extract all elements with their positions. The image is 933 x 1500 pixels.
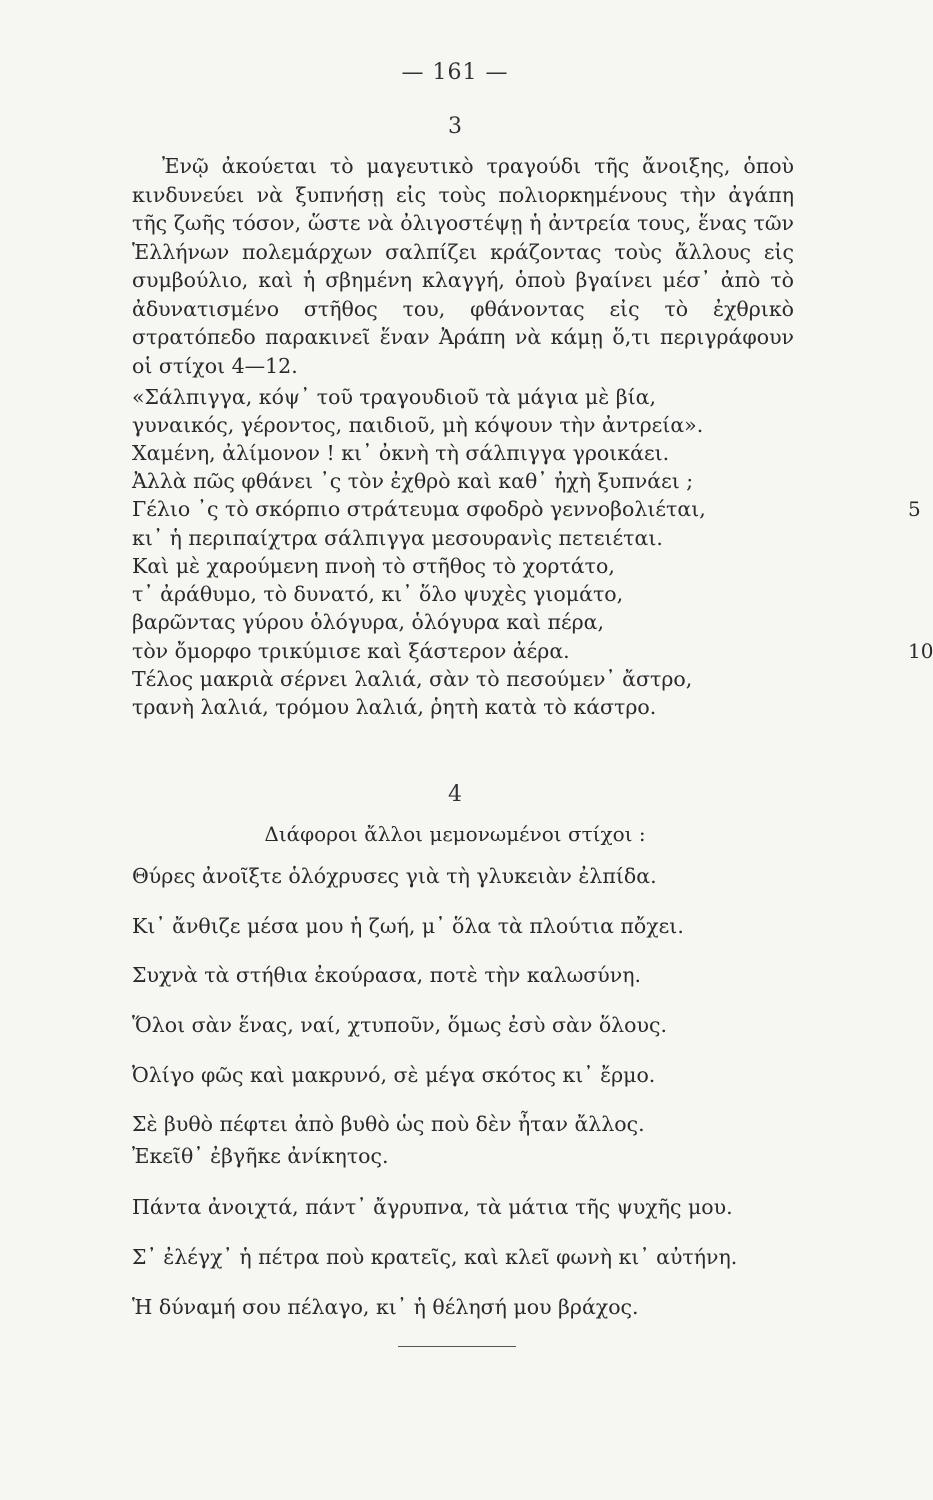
verse-line: τρανὴ λαλιά, τρόμου λαλιά, ῥητὴ κατὰ τὸ κάστρο. xyxy=(132,695,657,719)
scattered-line: Κι᾽ ἄνθιζε μέσα μου ἡ ζωή, μ᾽ ὅλα τὰ πλούτια πὄχει. xyxy=(132,914,684,938)
scattered-line: Θύρες ἀνοῖξτε ὁλόχρυσες γιὰ τὴ γλυκειὰν ἐλπίδα. xyxy=(132,864,657,888)
verse-line: τ᾽ ἀράθυμο, τὸ δυνατό, κι᾽ ὅλο ψυχὲς γιομάτο, xyxy=(132,582,624,606)
scattered-line: Ὅλοι σὰν ἕνας, ναί, χτυποῦν, ὅμως ἐσὺ σὰν ὅλους. xyxy=(132,1013,667,1037)
closing-rule xyxy=(398,1346,516,1347)
verse-line: Χαμένη, ἀλίμονον ! κι᾽ ὀκνὴ τὴ σάλπιγγα γροικάει. xyxy=(132,441,670,465)
verse-line: Τέλος μακριὰ σέρνει λαλιά, σὰν τὸ πεσούμεν᾽ ἄστρο, xyxy=(132,667,693,691)
page-number-header: — 161 — xyxy=(401,60,509,85)
verse-line: τὸν ὄμορφο τρικύμισε καὶ ξάστερον ἀέρα. xyxy=(132,639,570,663)
scattered-line: Σ᾽ ἐλέγχ᾽ ἡ πέτρα ποὺ κρατεῖς, καὶ κλεῖ φωνὴ κι᾽ αὐτήνη. xyxy=(132,1245,738,1269)
scattered-line: Ὀλίγο φῶς καὶ μακρυνό, σὲ μέγα σκότος κι᾽ ἔρμο. xyxy=(132,1063,656,1087)
section-3-number: 3 xyxy=(448,114,462,139)
section-3-prose: Ἐνῷ ἀκούεται τὸ μαγευτικὸ τραγούδι τῆς ἄνοιξης, ὁποὺ κινδυνεύει νὰ ξυπνήσῃ εἰς τοὺς πολιορκημένους τὴν ἀγάπη τῆς ζωῆς τόσον, ὥστε νὰ ὀλιγοστέψῃ ἡ ἀντρεία τους, ἕνας τῶν Ἑλλήνων πολεμάρχων σαλπίζει κράζοντας τοὺς ἄλλους εἰς συμβούλιο, καὶ ἡ σβημένη κλαγγή, ὁποὺ βγαίνει μέσ᾽ ἀπὸ τὸ ἀδυνατισμένο στῆθος του, φθάνοντας εἰς τὸ ἐχθρικὸ στρατόπεδο παρακινεῖ ἕναν Ἀράπη νὰ κάμῃ ὅ,τι περιγράφουν οἱ στίχοι 4—12. xyxy=(132,154,794,378)
verse-line: γυναικός, γέροντος, παιδιοῦ, μὴ κόψουν τὴν ἀντρεία». xyxy=(132,413,704,437)
verse-line: κι᾽ ἡ περιπαίχτρα σάλπιγγα μεσουρανὶς πετειέται. xyxy=(132,526,663,550)
scattered-line: Ἐκεῖθ᾽ ἐβγῆκε ἀνίκητος. xyxy=(132,1144,389,1168)
verse-line: βαρῶντας γύρου ὁλόγυρα, ὁλόγυρα καὶ πέρα, xyxy=(132,610,605,634)
scattered-line: Συχνὰ τὰ στήθια ἐκούρασα, ποτὲ τὴν καλωσύνη. xyxy=(132,963,641,987)
verse-line: «Σάλπιγγα, κόψ᾽ τοῦ τραγουδιοῦ τὰ μάγια μὲ βία, xyxy=(132,385,657,409)
verse-line: Ἀλλὰ πῶς φθάνει ᾽ς τὸν ἐχθρὸ καὶ καθ᾽ ἠχὴ ξυπνάει ; xyxy=(132,469,694,493)
verse-line-number: 5 xyxy=(908,497,921,521)
section-4-number: 4 xyxy=(448,782,462,807)
section-4-subtitle: Διάφοροι ἄλλοι μεμονωμένοι στίχοι : xyxy=(264,822,646,846)
scattered-line: Ἡ δύναμή σου πέλαγο, κι᾽ ἡ θέλησή μου βράχος. xyxy=(132,1295,639,1319)
verse-line: Καὶ μὲ χαρούμενη πνοὴ τὸ στῆθος τὸ χορτάτο, xyxy=(132,554,615,578)
verse-line: Γέλιο ᾽ς τὸ σκόρπιο στράτευμα σφοδρὸ γεννοβολιέται, xyxy=(132,497,706,521)
scattered-line: Σὲ βυθὸ πέφτει ἀπὸ βυθὸ ὡς ποὺ δὲν ἦταν ἄλλος. xyxy=(132,1112,645,1136)
scattered-line: Πάντα ἀνοιχτά, πάντ᾽ ἄγρυπνα, τὰ μάτια τῆς ψυχῆς μου. xyxy=(132,1195,733,1219)
verse-line-number: 10 xyxy=(908,639,933,663)
